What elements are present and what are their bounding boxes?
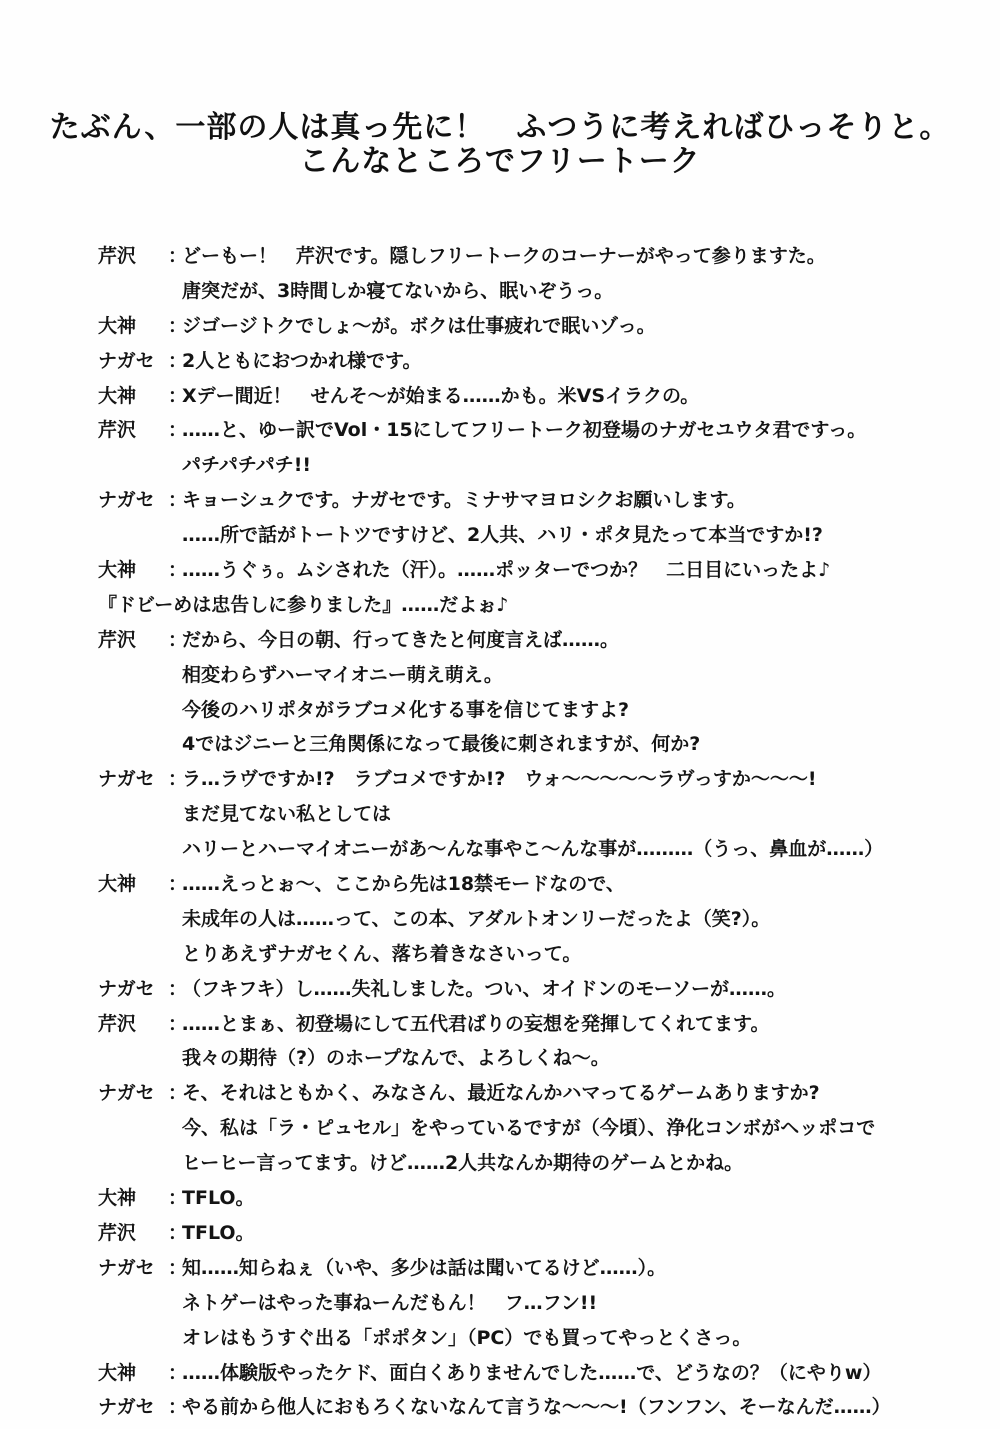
dialogue-text: オレはもうすぐ出る「ポポタン」（PC）でも買ってやっとくさっ。 [182, 1326, 752, 1349]
dialogue-text: 2人ともにおつかれ様です。 [182, 349, 422, 372]
dialogue-text: ……うぐぅ。ムシされた（汗）。……ポッターでつか？ 二日目にいったよ♪ [182, 559, 831, 582]
dialogue-line [98, 797, 978, 832]
speaker-name: 大神 [98, 873, 137, 896]
dialogue-line [98, 588, 978, 623]
speaker-name: 芹沢 [98, 628, 137, 651]
dialogue-line [98, 902, 978, 937]
dialogue-line [98, 239, 978, 274]
dialogue-text: ……えっとぉ～、ここから先は18禁モードなので、 [182, 873, 625, 896]
dialogue-text: ……体験版やったケド、面白くありませんでした……で、どうなの？（にやりw） [182, 1361, 882, 1384]
dialogue-text: そ、それはともかく、みなさん、最近なんかハマってるゲームありますか? [182, 1082, 820, 1105]
dialogue-line [98, 1007, 978, 1042]
dialogue-text: 相変わらずハーマイオニー萌え萌え。 [182, 663, 503, 686]
dialogue-line [98, 518, 978, 553]
dialogue-line [98, 1076, 978, 1111]
dialogue-line [98, 1390, 978, 1425]
speaker-name: 芹沢 [98, 1012, 137, 1035]
dialogue-block [98, 239, 978, 1425]
dialogue-text: ネトゲーはやった事ねーんだもん！ フ…フン!! [182, 1291, 598, 1314]
dialogue-text: 今、私は「ラ・ピュセル」をやっているですが（今頃）、浄化コンボがヘッポコで [182, 1117, 876, 1140]
speaker-name: 大神 [98, 384, 137, 407]
dialogue-line [98, 413, 978, 448]
dialogue-line [98, 937, 978, 972]
speaker-colon: ： [168, 1221, 188, 1244]
dialogue-line [98, 1251, 978, 1286]
dialogue-text: とりあえずナガセくん、落ち着きなさいって。 [182, 942, 582, 965]
dialogue-text: キョーシュクです。ナガセです。ミナサマヨロシクお願いします。 [182, 489, 746, 512]
speaker-name: ナガセ [98, 489, 155, 512]
dialogue-text: （フキフキ）し……失礼しました。つい、オイドンのモーソーが……。 [182, 977, 787, 1000]
dialogue-text: ヒーヒー言ってます。けど……2人共なんか期待のゲームとかね。 [182, 1152, 744, 1175]
dialogue-text: どーもー！ 芹沢です。隠しフリートークのコーナーがやって参りますた。 [182, 245, 826, 267]
speaker-colon: ： [168, 1082, 188, 1105]
dialogue-line [98, 832, 978, 867]
dialogue-text: ラ…ラヴですか!? ラブコメですか!? ウォ～～～～～ラヴっすか～～～! [182, 768, 817, 791]
speaker-colon: ： [168, 314, 188, 337]
dialogue-line [98, 344, 978, 379]
speaker-name: 大神 [98, 1361, 137, 1384]
speaker-name: ナガセ [98, 1082, 155, 1105]
speaker-name: ナガセ [98, 768, 155, 791]
dialogue-text: 未成年の人は……って、この本、アダルトオンリーだったよ（笑?）。 [182, 907, 771, 930]
page-title-line-2: こんなところでフリートーク [299, 144, 701, 179]
speaker-name: 大神 [98, 559, 137, 582]
dialogue-line [98, 762, 978, 797]
dialogue-line [98, 972, 978, 1007]
speaker-colon: ： [168, 873, 188, 896]
dialogue-text: 我々の期待（?）のホープなんで、よろしくね～。 [182, 1047, 610, 1070]
dialogue-text: まだ見てない私としては [182, 803, 392, 826]
dialogue-line [98, 448, 978, 483]
speaker-colon: ： [168, 419, 188, 442]
dialogue-line [98, 867, 978, 902]
dialogue-line [98, 1356, 978, 1391]
dialogue-line [98, 1216, 978, 1251]
dialogue-line [98, 553, 978, 588]
speaker-colon: ： [168, 245, 188, 267]
dialogue-line [98, 1181, 978, 1216]
dialogue-line [98, 1111, 978, 1146]
dialogue-line [98, 274, 978, 309]
page-title-line-1: たぶん、一部の人は真っ先に！ ふつうに考えればひっそりと。 [49, 110, 951, 145]
speaker-colon: ： [168, 768, 188, 791]
dialogue-text: だから、今日の朝、行ってきたと何度言えば……。 [182, 628, 620, 651]
speaker-colon: ： [168, 1187, 188, 1210]
dialogue-line [98, 623, 978, 658]
speaker-colon: ： [168, 489, 188, 512]
dialogue-line [98, 693, 978, 728]
dialogue-text: 知……知らねぇ（いや、多少は話は聞いてるけど……）。 [182, 1256, 667, 1279]
speaker-colon: ： [168, 1361, 188, 1384]
speaker-name: ナガセ [98, 977, 155, 1000]
dialogue-text: 今後のハリポタがラブコメ化する事を信じてますよ? [182, 698, 630, 721]
speaker-name: 大神 [98, 314, 137, 337]
speaker-colon: ： [168, 1012, 188, 1035]
dialogue-text: 唐突だが、3時間しか寝てないから、眠いぞうっ。 [182, 279, 614, 302]
dialogue-text: ……所で話がトートツですけど、2人共、ハリ・ポタ見たって本当ですか!? [182, 524, 823, 547]
dialogue-line [98, 1286, 978, 1321]
dialogue-text: ハリーとハーマイオニーがあ～んな事やこ～んな事が………（うっ、鼻血が……） [182, 838, 884, 861]
speaker-name: 芹沢 [98, 1221, 137, 1244]
dialogue-text: TFLO。 [182, 1221, 255, 1244]
dialogue-line [98, 658, 978, 693]
dialogue-line [98, 379, 978, 414]
speaker-name: ナガセ [98, 1396, 155, 1419]
speaker-name: 大神 [98, 1187, 137, 1210]
dialogue-text: やる前から他人におもろくないなんて言うな～～～!（フンフン、そーなんだ……） [182, 1396, 891, 1419]
speaker-colon: ： [168, 559, 188, 582]
speaker-name: 芹沢 [98, 245, 137, 267]
dialogue-line [98, 1041, 978, 1076]
speaker-colon: ： [168, 977, 188, 1000]
dialogue-line [98, 1321, 978, 1356]
dialogue-text: TFLO。 [182, 1187, 255, 1210]
dialogue-text: Xデー間近！ せんそ～が始まる……かも。米VSイラクの。 [182, 384, 700, 407]
dialogue-line [98, 309, 978, 344]
dialogue-text: ジゴージトクでしょ～が。ボクは仕事疲れで眠いゾっ。 [182, 314, 656, 337]
dialogue-line [98, 483, 978, 518]
speaker-colon: ： [168, 1396, 188, 1419]
speaker-colon: ： [168, 384, 188, 407]
speaker-colon: ： [168, 349, 188, 372]
dialogue-text: ……とまぁ、初登場にして五代君ばりの妄想を発揮してくれてます。 [182, 1012, 770, 1035]
dialogue-text: パチパチパチ!! [182, 454, 312, 477]
dialogue-text: 4ではジニーと三角関係になって最後に刺されますが、何か? [182, 733, 701, 756]
speaker-colon: ： [168, 628, 188, 651]
dialogue-line [98, 1146, 978, 1181]
speaker-name: ナガセ [98, 349, 155, 372]
speaker-name: ナガセ [98, 1256, 155, 1279]
dialogue-line [98, 727, 978, 762]
speaker-name: 芹沢 [98, 419, 137, 442]
speaker-colon: ： [168, 1256, 188, 1279]
dialogue-text: 『ドビーめは忠告しに参りました』……だよぉ♪ [98, 593, 509, 616]
dialogue-text: ……と、ゆー訳でVol・15にしてフリートーク初登場のナガセユウタ君ですっ。 [182, 419, 867, 442]
